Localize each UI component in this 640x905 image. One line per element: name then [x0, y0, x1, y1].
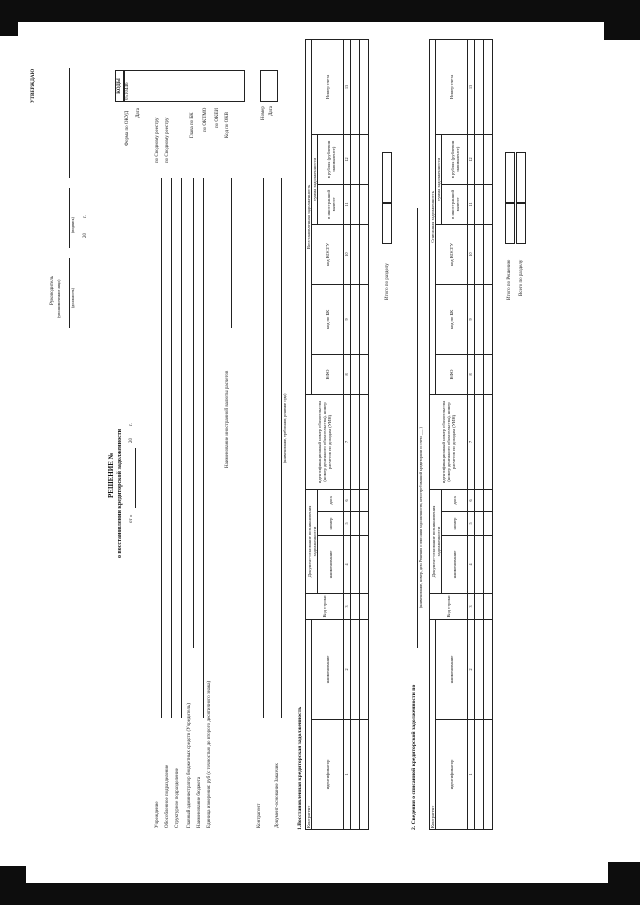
s2-kosgu-header: код КОСГУ	[436, 224, 468, 284]
s1-col-num: 4	[344, 535, 351, 593]
s2-kfo-header: КФО	[436, 354, 468, 394]
doc-date-year: 20	[129, 438, 134, 443]
s2-doc-date-header: дата	[442, 489, 468, 511]
s1-contractor-header: Контрагент	[306, 619, 312, 829]
s1-foreign-header: в иностранной валюте	[318, 184, 344, 224]
field-basis-doc: Документ-основание Заказчик	[275, 763, 280, 828]
s2-obligation-header: идентификационный номер обязательства (номер денежного обязательства), номер расчетов по доходам (УИН)	[430, 394, 468, 489]
s1-kosgu-header: код КОСГУ	[312, 224, 344, 284]
s1-account-header: Номер счета	[312, 39, 344, 134]
s1-col-num: 10	[344, 224, 351, 284]
field-chief-admin: Главный администратор бюджетных средств (Учредитель)	[187, 703, 192, 828]
s1-doc-number-header: номер	[318, 511, 344, 535]
field-institution: Учреждение	[155, 801, 160, 828]
s2-col-num: 9	[468, 284, 475, 354]
s1-row-code-header: Код строки	[306, 593, 344, 619]
s2-rub-header: в рублях (рублевом эквиваленте)	[442, 134, 468, 184]
s1-col-num: 7	[344, 394, 351, 489]
s2-col-num: 3	[468, 593, 475, 619]
scan-border-bottom	[0, 883, 640, 905]
s2-row-code-header: Код строки	[430, 593, 468, 619]
s1-col-num: 5	[344, 511, 351, 535]
s1-col-num: 1	[344, 720, 351, 830]
s1-col-num: 6	[344, 489, 351, 511]
s1-col-num: 2	[344, 619, 351, 719]
number-label: Номер	[261, 106, 266, 120]
form-sheet	[25, 38, 600, 858]
approve-head-caption: (уполномоченное лицо)	[57, 279, 61, 318]
s1-col-num: 3	[344, 593, 351, 619]
approve-position-caption: (должность)	[71, 288, 75, 308]
date-label: Дата	[136, 108, 141, 118]
approve-title: УТВЕРЖДАЮ	[31, 68, 36, 103]
form-okud-label: Форма по ОКУД	[125, 110, 130, 146]
s2-contractor-header: Контрагент	[430, 619, 436, 829]
section1-table	[305, 39, 369, 830]
codes-header: КОДЫ	[117, 78, 122, 94]
field-budget: Наименование бюджета	[197, 776, 202, 828]
chapter-label: Глава по БК	[190, 112, 195, 138]
field-currency: Наименование иностранной валюты расчетов	[225, 370, 230, 468]
doc-title: РЕШЕНИЕ №	[107, 452, 115, 498]
oktmo-label: по ОКТМО	[203, 107, 208, 132]
section2-title: 2. Сведения о списанной кредиторской задолженности по	[411, 684, 417, 830]
s2-total-section-label: Всего по разделу	[519, 259, 524, 296]
s2-sum-header: сумма задолженности	[436, 134, 442, 224]
s1-col-num: 12	[344, 134, 351, 184]
doc-date-g: г.	[129, 423, 134, 426]
table-row	[484, 39, 493, 829]
s2-col-num: 1	[468, 720, 475, 830]
s1-doc-date-header: дата	[318, 489, 344, 511]
s1-kfo-header: КФО	[312, 354, 344, 394]
field-structural: Структурное подразделение	[175, 768, 180, 828]
scan-corner	[0, 866, 26, 883]
s2-account-header: Номер счета	[436, 39, 468, 134]
s1-col-num: 13	[344, 39, 351, 134]
table-row	[475, 39, 484, 829]
s2-col-num: 13	[468, 39, 475, 134]
s2-doc-number-header: номер	[442, 511, 468, 535]
approve-year: 20	[83, 233, 88, 238]
s2-doc-basis-header: Документ-основание возникновения задолженности	[430, 489, 442, 593]
scan-corner	[604, 22, 640, 40]
s1-doc-basis-header: Документ-основание возникновения задолженности	[306, 489, 318, 593]
registry-label-2: по Сводному реестру	[165, 117, 170, 163]
doc-date-from: от «	[129, 514, 134, 523]
s2-col-num: 4	[468, 535, 475, 593]
s1-name-header: наименование	[312, 619, 344, 719]
s1-sum-header: сумма задолженности	[312, 134, 318, 224]
registry-label: по Сводному реестру	[155, 117, 160, 163]
s2-col-num: 10	[468, 224, 475, 284]
s2-name-header: наименование	[436, 619, 468, 719]
scan-border-top	[0, 0, 640, 22]
s1-col-num: 8	[344, 354, 351, 394]
s1-kbk-header: код по БК	[312, 284, 344, 354]
s2-doc-name-header: наименование	[442, 535, 468, 593]
s1-col-num: 11	[344, 184, 351, 224]
doc-subtitle: о восстановлении кредиторской задолженности	[117, 428, 123, 558]
s2-written-off-header: Списанная задолженность	[430, 39, 436, 394]
s1-total-label: Итого по разделу	[385, 263, 390, 300]
s2-foreign-header: в иностранной валюте	[442, 184, 468, 224]
s1-rub-header: в рублях (рублевом эквиваленте)	[318, 134, 344, 184]
s1-obligation-header: идентификационный номер обязательства (номер денежного обязательства), номер расчетов по доходам (УИН)	[306, 394, 344, 489]
section2-caption: (наименование, номер, дата Решения о списании задолженности, невостребованной кредиторами со счета ___ )	[419, 427, 423, 608]
scan-corner	[0, 22, 18, 36]
s2-col-num: 5	[468, 511, 475, 535]
table-row	[351, 39, 360, 829]
section2-table	[429, 39, 493, 830]
field-unit: Единица измерения: руб (с точностью до второго десятичного знака)	[207, 680, 212, 828]
s2-col-num: 11	[468, 184, 475, 224]
field-basis-caption: (наименование, требование, решение суда)	[283, 393, 287, 463]
field-division: Обособленное подразделение	[165, 764, 170, 828]
field-contractor: Контрагент	[257, 803, 262, 828]
s1-doc-name-header: наименование	[318, 535, 344, 593]
s2-total-decision-label: Итого по Решению	[507, 259, 512, 300]
approve-year-letter: г.	[83, 215, 88, 218]
approve-signature-caption: (подпись)	[71, 217, 75, 233]
okei-label: по ОКЕИ	[215, 107, 220, 128]
section1-title: 1.Восстановленная кредиторская задолженность	[297, 706, 303, 830]
table-row	[360, 39, 369, 829]
okv-label: Код по ОКВ	[225, 112, 230, 138]
approve-head-label: Руководитель	[50, 275, 55, 305]
s2-col-num: 12	[468, 134, 475, 184]
s2-col-num: 8	[468, 354, 475, 394]
s1-restored-header: Восстановленная задолженность	[306, 39, 312, 394]
form-okud-code: 0510446	[125, 82, 130, 100]
s1-id-header: идентификатор	[312, 720, 344, 830]
date2-label: Дата	[269, 106, 274, 116]
s2-col-num: 7	[468, 394, 475, 489]
s2-kbk-header: код по БК	[436, 284, 468, 354]
scan-corner	[608, 862, 640, 883]
s2-col-num: 6	[468, 489, 475, 511]
s2-id-header: идентификатор	[436, 720, 468, 830]
s1-col-num: 9	[344, 284, 351, 354]
s2-col-num: 2	[468, 619, 475, 719]
